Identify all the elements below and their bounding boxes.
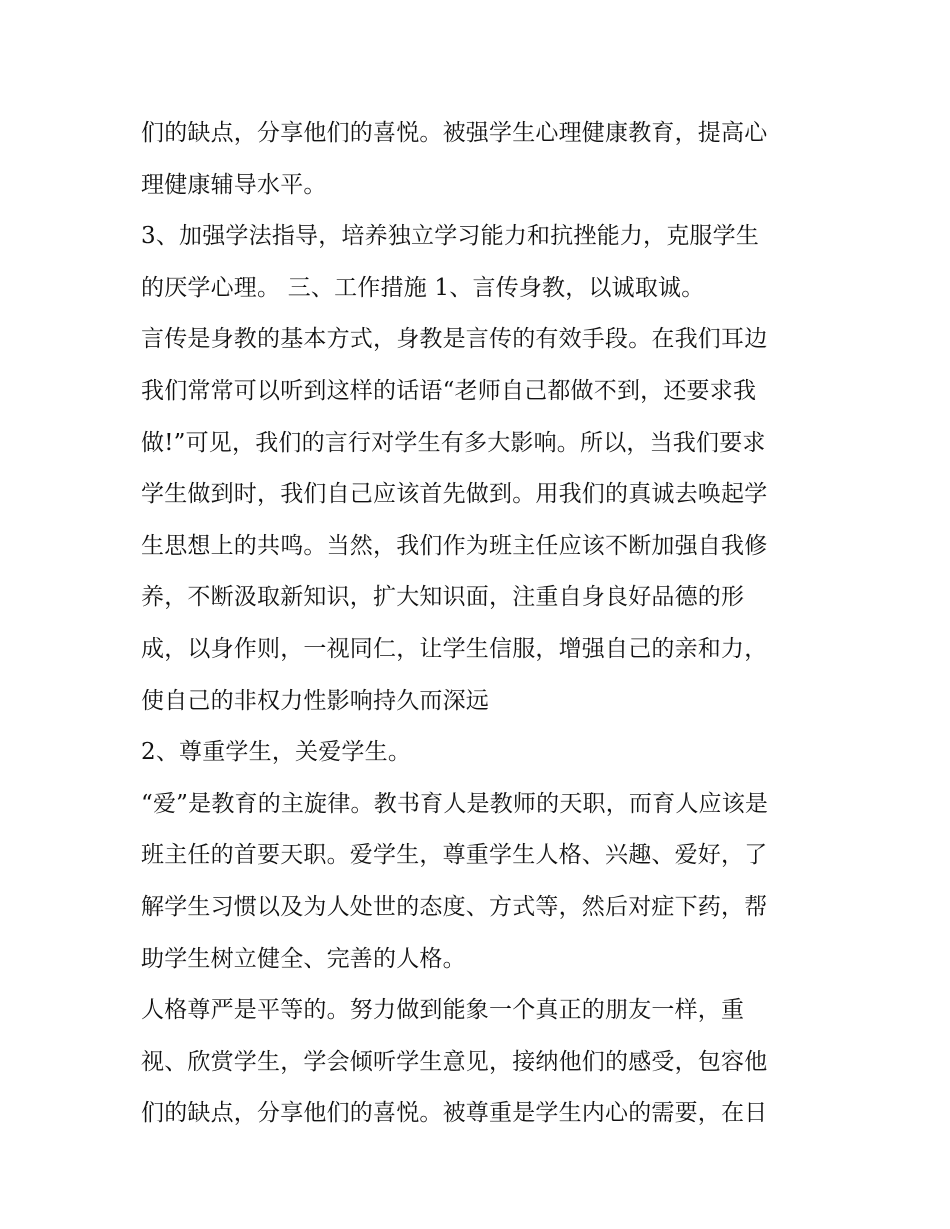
- text-line: 成，以身作则，一视同仁，让学生信服，增强自己的亲和力，: [141, 635, 768, 662]
- text-line: 们的缺点，分享他们的喜悦。被尊重是学生内心的需要，在日: [141, 1100, 768, 1127]
- text-line: 生思想上的共鸣。当然，我们作为班主任应该不断加强自我修: [141, 532, 768, 559]
- text-line: 2、尊重学生，关爱学生。: [141, 739, 412, 766]
- text-line: “爱”是教育的主旋律。教书育人是教师的天职，而育人应该是: [141, 790, 769, 817]
- body-text: [141, 108, 821, 1140]
- text-line: 做!”可见，我们的言行对学生有多大影响。所以，当我们要求: [141, 429, 766, 456]
- text-line: 3、加强学法指导，培养独立学习能力和抗挫能力，克服学生: [141, 223, 760, 250]
- text-line: 解学生习惯以及为人处世的态度、方式等，然后对症下药，帮: [141, 893, 768, 920]
- text-line: 助学生树立健全、完善的人格。: [141, 945, 466, 972]
- text-line: 视、欣赏学生，学会倾听学生意见，接纳他们的感受，包容他: [141, 1048, 768, 1075]
- text-line: 言传是身教的基本方式，身教是言传的有效手段。在我们耳边: [141, 326, 768, 353]
- text-line: 我们常常可以听到这样的话语“老师自己都做不到，还要求我: [141, 377, 757, 404]
- text-line: 学生做到时，我们自己应该首先做到。用我们的真诚去唤起学: [141, 481, 768, 508]
- text-line: 们的缺点，分享他们的喜悦。被强学生心理健康教育，提高心: [141, 120, 768, 146]
- text-line: 的厌学心理。 三、工作措施 1、言传身教，以诚取诚。: [141, 274, 705, 301]
- text-line: 人格尊严是平等的。努力做到能象一个真正的朋友一样，重: [141, 997, 745, 1024]
- text-line: 理健康辅导水平。: [141, 171, 327, 198]
- text-line: 使自己的非权力性影响持久而深远: [141, 687, 489, 714]
- text-line: 养，不断汲取新知识，扩大知识面，注重自身良好品德的形: [141, 584, 745, 611]
- text-line: 班主任的首要天职。爱学生，尊重学生人格、兴趣、爱好，了: [141, 842, 768, 869]
